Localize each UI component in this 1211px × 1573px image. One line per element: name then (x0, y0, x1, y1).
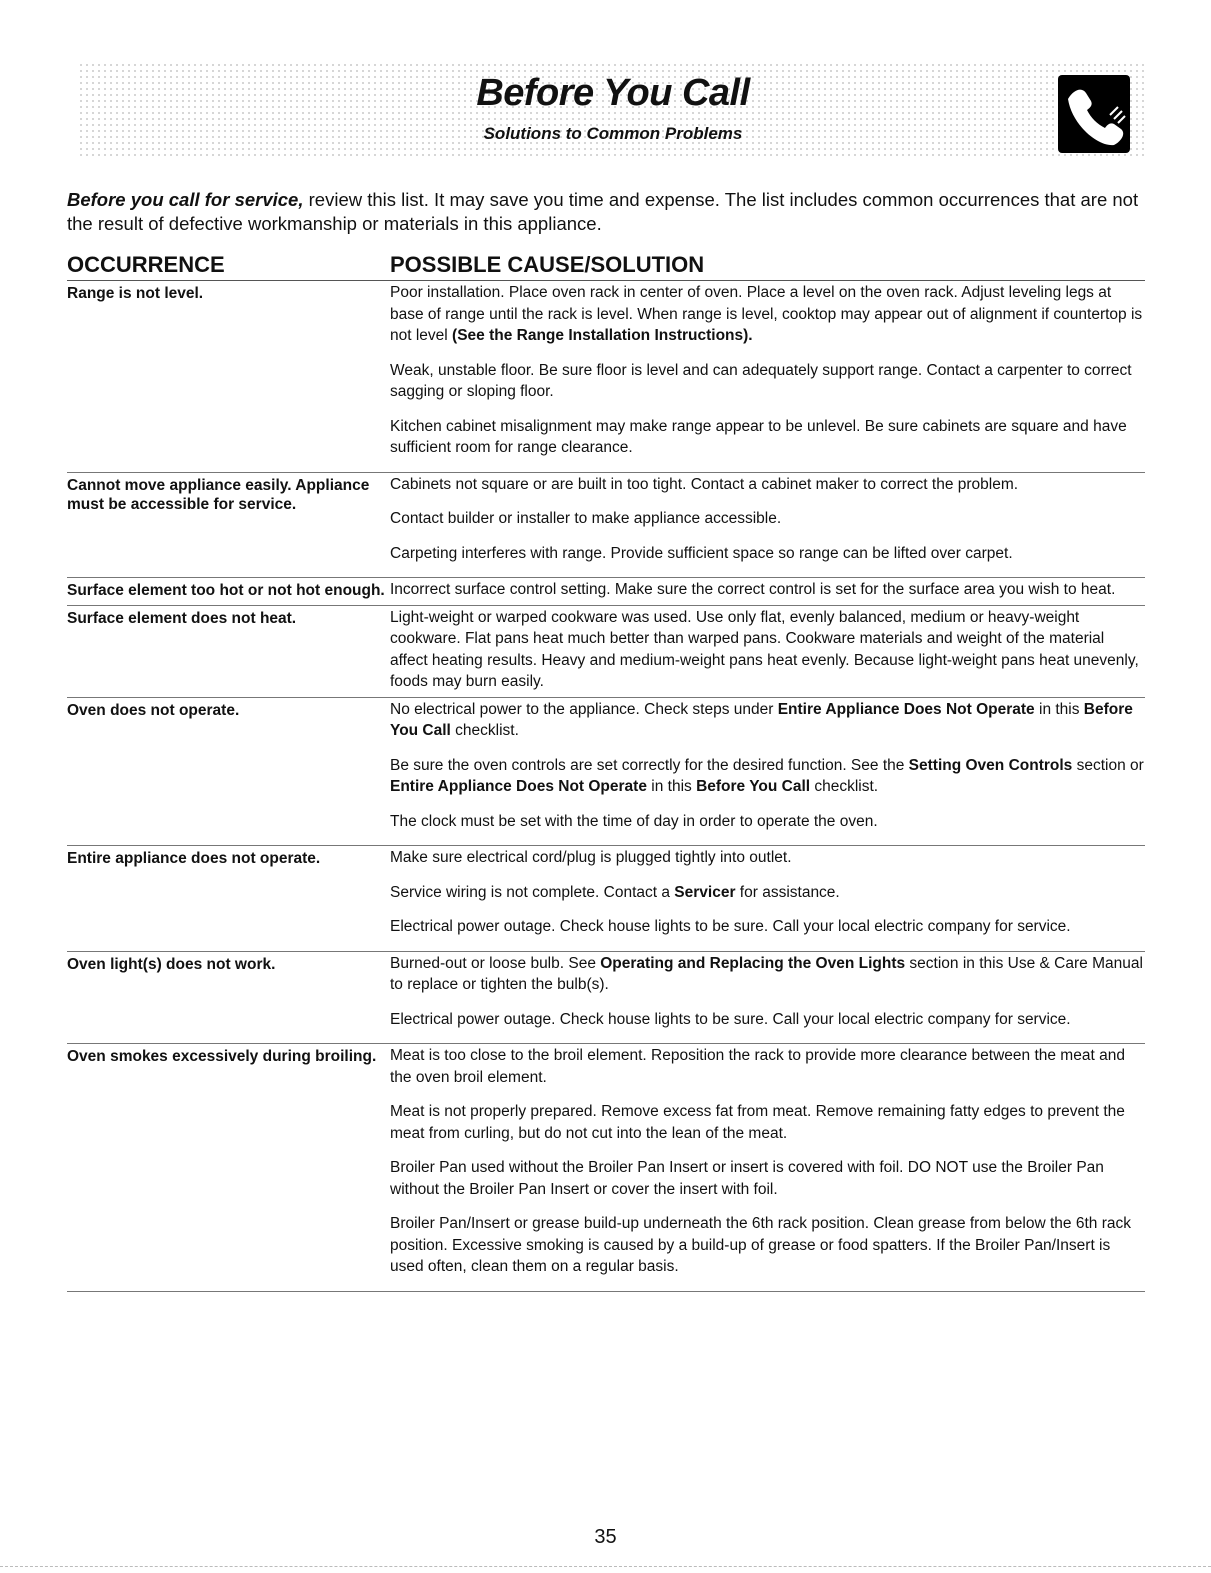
solution-cell (390, 606, 1145, 697)
solution-text: Service wiring is not complete. Contact a (390, 883, 675, 901)
solution-cell (390, 578, 1145, 605)
page-title: Before You Call (476, 72, 750, 114)
solution-text: Electrical power outage. Check house lights to be sure. Call your local electric company for service. (390, 918, 1071, 935)
solution-cell (390, 281, 1145, 472)
solution-cell (390, 1044, 1145, 1291)
solution-text: for assistance. (735, 883, 840, 901)
solution-cell (390, 952, 1145, 1044)
solution-text: Poor installation. Place oven rack in center of oven. Place a level on the oven rack. Adjust leveling legs at base of range until the rack is level. When range is level, cooktop may appear out of alignment if countertop is not level (390, 284, 1143, 344)
solution-emphasis: Setting Oven Controls (908, 756, 1073, 774)
solution-text: Incorrect surface control setting. Make sure the correct control is set for the surface area you wish to heat. (390, 581, 1116, 598)
solution-paragraph (390, 882, 1145, 904)
solution-paragraph (390, 811, 1145, 833)
occurrence-cell: Oven does not operate. (67, 701, 240, 719)
solution-text: Meat is not properly prepared. Remove excess fat from meat. Remove remaining fatty edges to prevent the meat from curling, but do not cut into the lean of the meat. (390, 1103, 1125, 1142)
solution-text: Broiler Pan/Insert or grease build-up underneath the 6th rack position. Clean grease from below the 6th rack position. Excessive smoking is caused by a build-up of grease or food spatters. If the Broiler Pan/Insert is used often, clean them on a regular basis. (390, 1215, 1131, 1275)
solution-cell (390, 846, 1145, 951)
solution-text: in this (1034, 700, 1084, 718)
solution-emphasis: Before You Call (696, 778, 811, 795)
solution-paragraph (390, 1157, 1145, 1200)
solution-text: No electrical power to the appliance. Check steps under (390, 700, 778, 718)
occurrence-cell: Surface element too hot or not hot enough. (67, 582, 385, 599)
solution-paragraph (390, 755, 1145, 798)
solution-text: Make sure electrical cord/plug is plugged tightly into outlet. (390, 849, 792, 866)
solution-text: Cabinets not square or are built in too tight. Contact a cabinet maker to correct the problem. (390, 475, 1019, 493)
solution-emphasis: Entire Appliance Does Not Operate (777, 700, 1035, 718)
table-row (67, 1044, 1145, 1292)
occurrence-cell: Surface element does not heat. (67, 609, 297, 627)
solution-text: Meat is too close to the broil element. Reposition the rack to provide more clearance between the meat and the oven broil element. (390, 1047, 1125, 1086)
solution-text: checklist. (450, 722, 519, 739)
solution-paragraph (390, 416, 1145, 459)
table-row (67, 281, 1145, 473)
table-row (67, 473, 1145, 579)
solution-paragraph (390, 1101, 1145, 1144)
solution-emphasis: (See the Range Installation Instructions). (452, 327, 753, 344)
solution-paragraph (390, 360, 1145, 403)
solution-cell (390, 473, 1145, 578)
page-number: 35 (594, 1526, 617, 1548)
solution-paragraph (390, 1213, 1145, 1278)
solution-text: Kitchen cabinet misalignment may make range appear to be unlevel. Be sure cabinets are square and have sufficient room for range clearance. (390, 417, 1127, 456)
solution-text: Burned-out or loose bulb. See (390, 954, 601, 972)
solution-text: in this (646, 778, 697, 795)
solution-text: Light-weight or warped cookware was used. Use only flat, evenly balanced, medium or heavy-weight cookware. Flat pans heat much better than warped pans. Cookware materials and weight of the material affect heating results. Heavy and medium-weight pans heat evenly. Because light-weight pans heat unevenly, foods may burn easily. (390, 608, 1139, 690)
solution-emphasis: Servicer (674, 883, 736, 901)
solution-text: Electrical power outage. Check house lights to be sure. Call your local electric company for service. (390, 1010, 1071, 1028)
solution-text: Contact builder or installer to make appliance accessible. (390, 510, 782, 527)
occurrence-cell: Oven light(s) does not work. (67, 955, 276, 973)
solution-paragraph (390, 579, 1145, 601)
occurrence-cell: Cannot move appliance easily. Appliance must be accessible for service. (67, 476, 370, 513)
table-header (67, 252, 1145, 281)
solution-text: section in this Use & Care Manual to replace or tighten the bulb(s). (390, 954, 1143, 993)
solution-paragraph (390, 953, 1145, 996)
page-subtitle: Solutions to Common Problems (483, 124, 743, 143)
table-row (67, 952, 1145, 1045)
solution-paragraph (390, 543, 1145, 565)
telephone-handset-icon (1058, 75, 1130, 153)
solution-cell (390, 698, 1145, 846)
solution-text: The clock must be set with the time of day in order to operate the oven. (390, 812, 878, 830)
solution-paragraph (390, 508, 1145, 530)
solution-paragraph (390, 1045, 1145, 1088)
page-bottom-rule (0, 1566, 1211, 1567)
occurrence-cell: Entire appliance does not operate. (67, 850, 321, 867)
solution-text: Weak, unstable floor. Be sure floor is level and can adequately support range. Contact a carpenter to correct sagging or sloping floor. (390, 361, 1132, 400)
intro-lead: Before you call for service, (67, 189, 304, 210)
solution-paragraph (390, 282, 1145, 347)
solution-emphasis: Entire Appliance Does Not Operate (390, 778, 647, 795)
solution-text: Be sure the oven controls are set correctly for the desired function. See the (390, 756, 909, 774)
solution-text: checklist. (810, 778, 879, 795)
troubleshooting-table (67, 281, 1145, 1292)
occurrence-cell: Oven smokes excessively during broiling. (67, 1048, 377, 1065)
intro-paragraph (67, 188, 1147, 236)
table-row (67, 846, 1145, 952)
table-row (67, 578, 1145, 606)
intro-text: review this list. It may save you time and expense. The list includes common occurrences that are not the result of defective workmanship or materials in this appliance. (67, 189, 1139, 234)
solution-text: Carpeting interferes with range. Provide sufficient space so range can be lifted over carpet. (390, 544, 1013, 562)
solution-paragraph (390, 916, 1145, 938)
header-banner (78, 62, 1148, 158)
solution-paragraph (390, 607, 1145, 693)
solution-text: section or (1072, 756, 1144, 774)
solution-emphasis: Before You Call (390, 700, 1133, 739)
table-row (67, 698, 1145, 847)
solution-paragraph (390, 699, 1145, 742)
solution-paragraph (390, 1009, 1145, 1031)
solution-paragraph (390, 847, 1145, 869)
solution-column-header: POSSIBLE CAUSE/SOLUTION (390, 252, 705, 277)
occurrence-cell: Range is not level. (67, 285, 204, 302)
solution-paragraph (390, 474, 1145, 496)
solution-emphasis: Operating and Replacing the Oven Lights (600, 954, 906, 972)
table-row (67, 606, 1145, 698)
occurrence-column-header: OCCURRENCE (67, 252, 225, 277)
solution-text: Broiler Pan used without the Broiler Pan Insert or insert is covered with foil. DO NOT use the Broiler Pan without the Broiler Pan Insert or cover the insert with foil. (390, 1159, 1104, 1198)
